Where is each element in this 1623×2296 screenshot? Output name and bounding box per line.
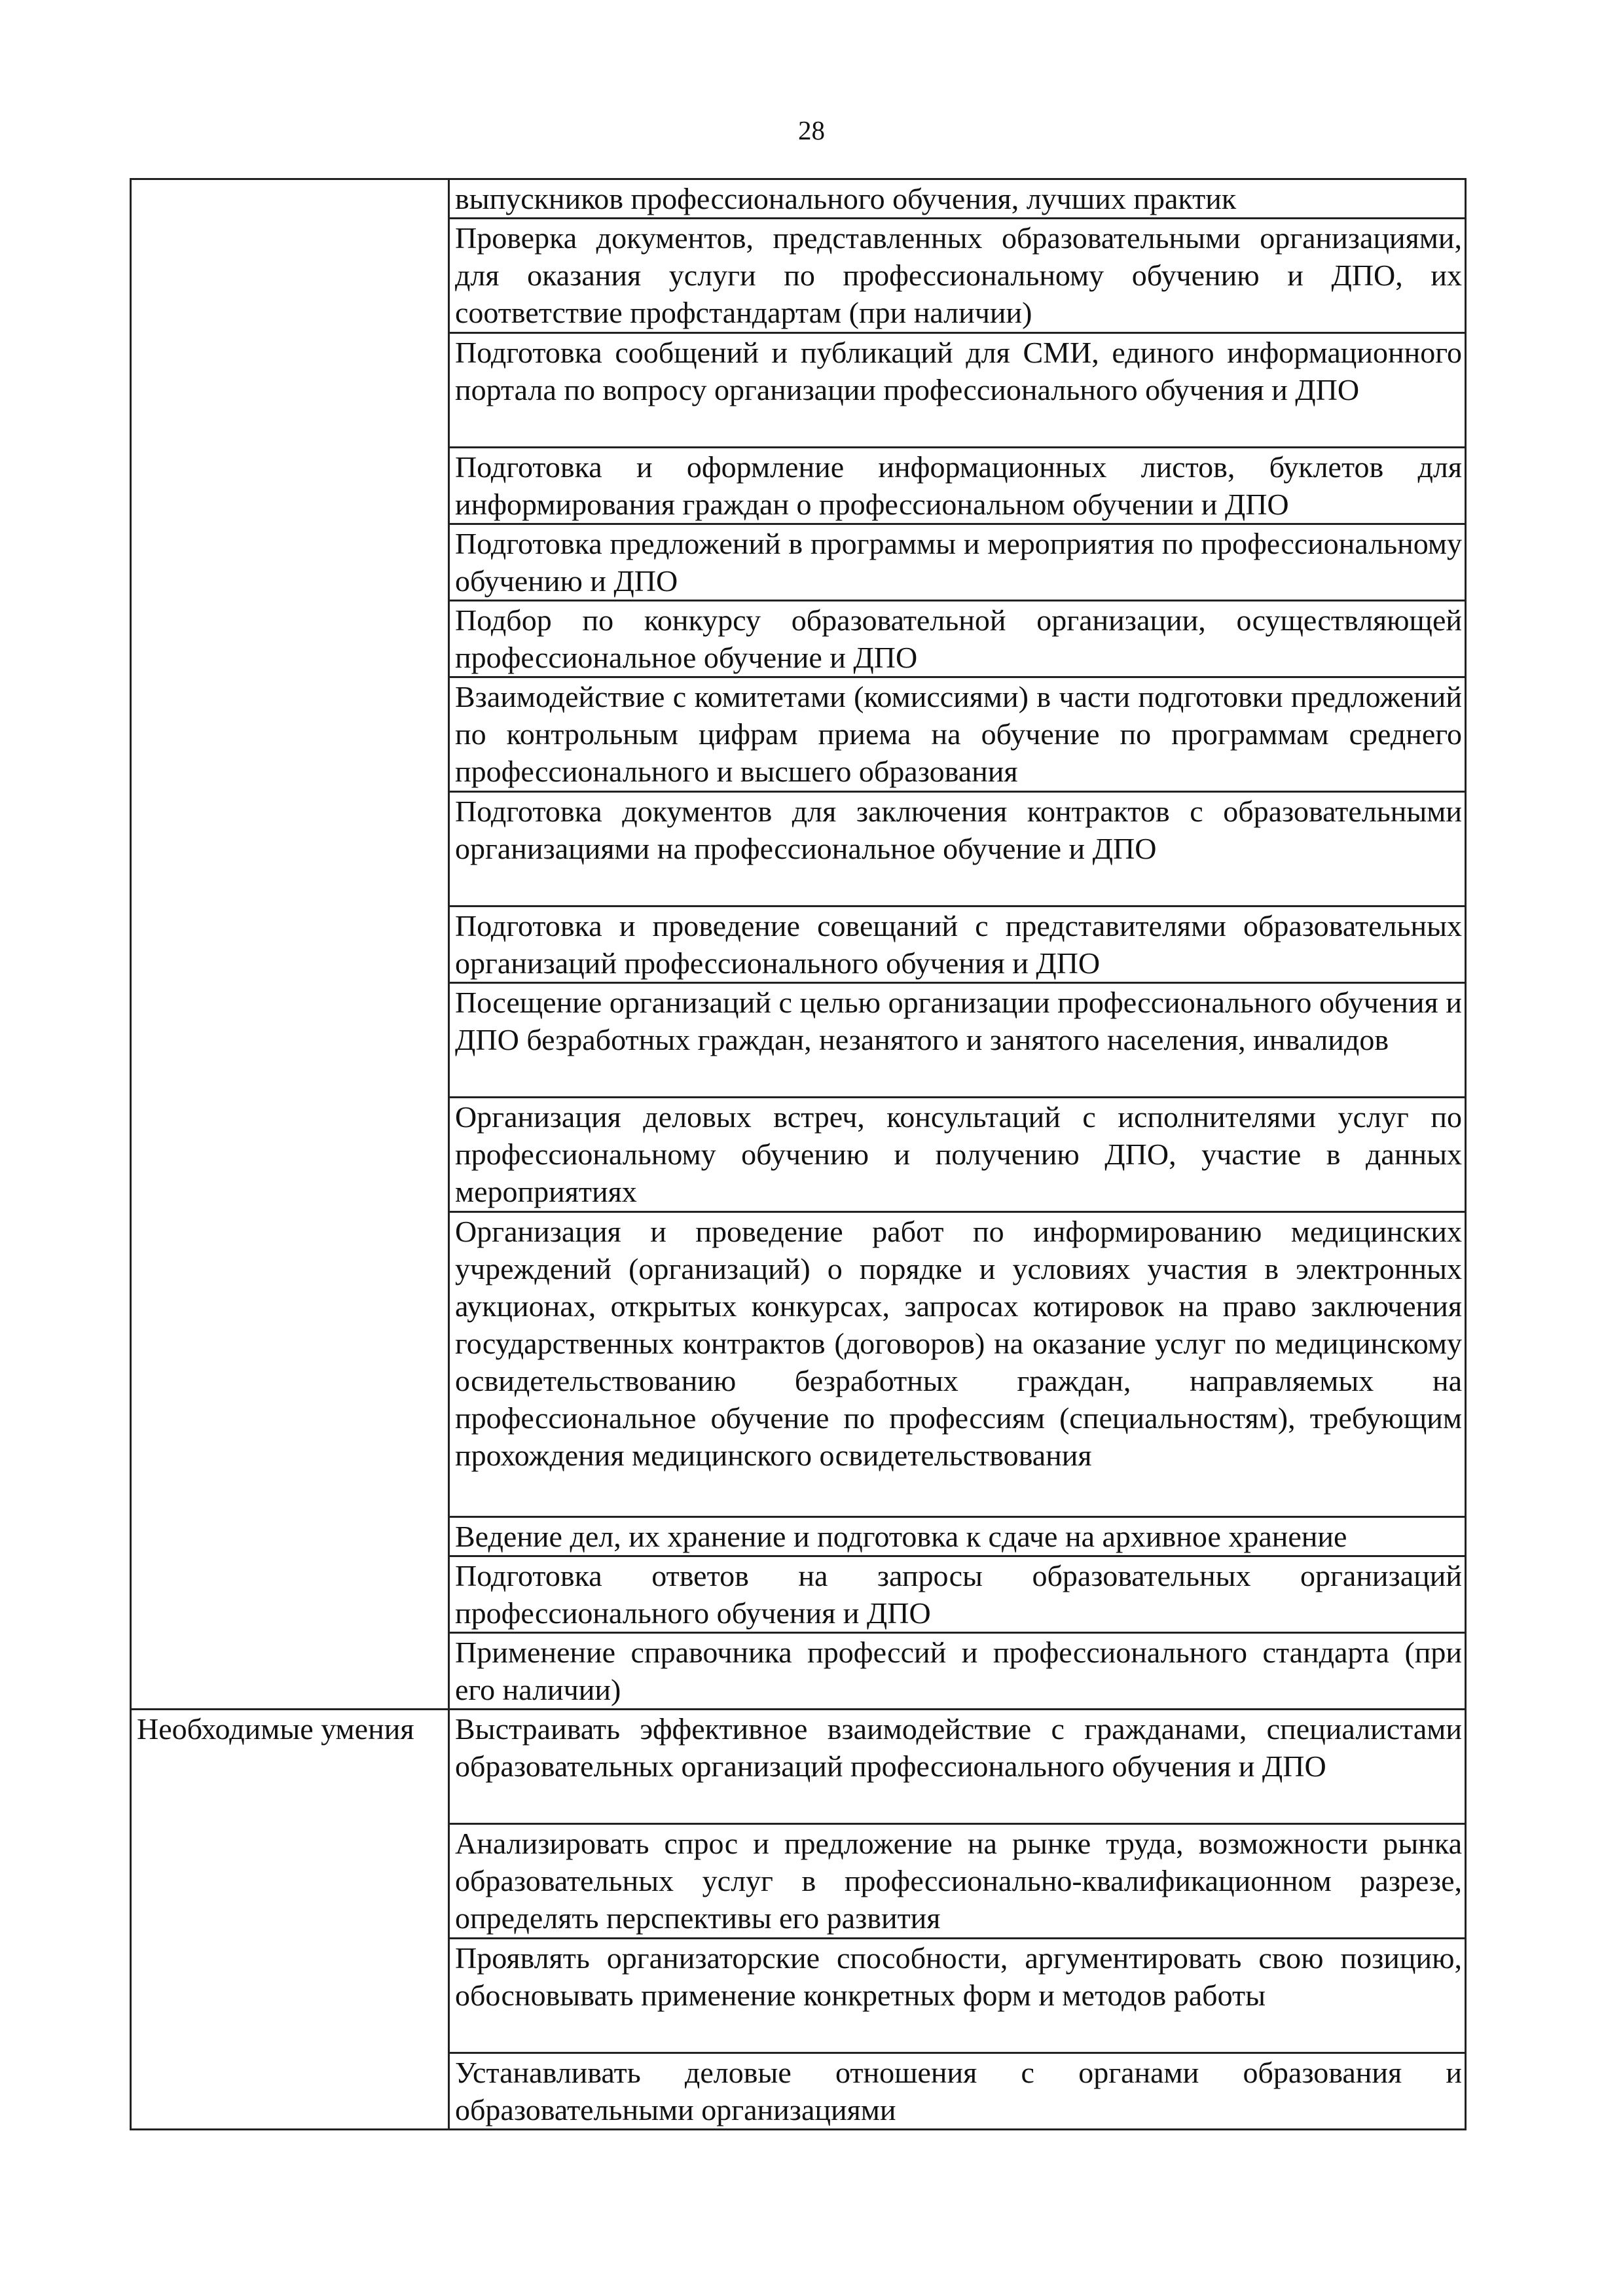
task-cell: Взаимодействие с комитетами (комиссиями) в части подготовки предложений по контрольным цифрам приема на обучение по программам среднего профессионального и высшего образования bbox=[449, 677, 1466, 792]
competency-table bbox=[130, 178, 1467, 2130]
table-row bbox=[131, 1710, 1466, 1824]
task-cell: Ведение дел, их хранение и подготовка к сдаче на архивное хранение bbox=[449, 1517, 1466, 1556]
skill-cell: Устанавливать деловые отношения с органами образования и образовательными организациями bbox=[449, 2053, 1466, 2130]
task-cell: Подготовка документов для заключения контрактов с образовательными организациями на профессиональное обучение и ДПО bbox=[449, 792, 1466, 906]
table-row bbox=[131, 179, 1466, 219]
task-cell: Организация деловых встреч, консультаций с исполнителями услуг по профессиональному обучению и получению ДПО, участие в данных мероприятиях bbox=[449, 1098, 1466, 1212]
task-cell: Проверка документов, представленных образовательными организациями, для оказания услуги по профессиональному обучению и ДПО, их соответствие профстандартам (при наличии) bbox=[449, 219, 1466, 333]
task-cell: Посещение организаций с целью организации профессионального обучения и ДПО безработных граждан, незанятого и занятого населения, инвалидов bbox=[449, 983, 1466, 1098]
task-cell: Подготовка ответов на запросы образовательных организаций профессионального обучения и ДПО bbox=[449, 1556, 1466, 1633]
task-cell: Подготовка предложений в программы и мероприятия по профессиональному обучению и ДПО bbox=[449, 524, 1466, 601]
skill-cell: Проявлять организаторские способности, аргументировать свою позицию, обосновывать применение конкретных форм и методов работы bbox=[449, 1939, 1466, 2053]
task-cell: Применение справочника профессий и профессионального стандарта (при его наличии) bbox=[449, 1633, 1466, 1710]
task-cell: Подготовка и проведение совещаний с представителями образовательных организаций профессионального обучения и ДПО bbox=[449, 906, 1466, 983]
task-cell: Подготовка сообщений и публикаций для СМИ, единого информационного портала по вопросу организации профессионального обучения и ДПО bbox=[449, 333, 1466, 448]
task-cell: Организация и проведение работ по информированию медицинских учреждений (организаций) о порядке и условиях участия в электронных аукционах, открытых конкурсах, запросах котировок на право заключения государственных контрактов (договоров) на оказание услуг по медицинскому освидетельствованию безработных граждан, направляемых на профессиональное обучение по профессиям (специальностям), требующим прохождения медицинского освидетельствования bbox=[449, 1212, 1466, 1517]
page-number: 28 bbox=[798, 115, 825, 145]
label-cell-continued bbox=[131, 179, 449, 1710]
task-cell: выпускников профессионального обучения, лучших практик bbox=[449, 179, 1466, 219]
task-cell: Подготовка и оформление информационных листов, буклетов для информирования граждан о профессиональном обучении и ДПО bbox=[449, 448, 1466, 524]
task-cell: Подбор по конкурсу образовательной организации, осуществляющей профессиональное обучение и ДПО bbox=[449, 601, 1466, 677]
skill-cell: Выстраивать эффективное взаимодействие с гражданами, специалистами образовательных организаций профессионального обучения и ДПО bbox=[449, 1710, 1466, 1824]
skill-cell: Анализировать спрос и предложение на рынке труда, возможности рынка образовательных услуг в профессионально-квалификационном разрезе, определять перспективы его развития bbox=[449, 1824, 1466, 1939]
skills-label: Необходимые умения bbox=[131, 1710, 449, 2130]
